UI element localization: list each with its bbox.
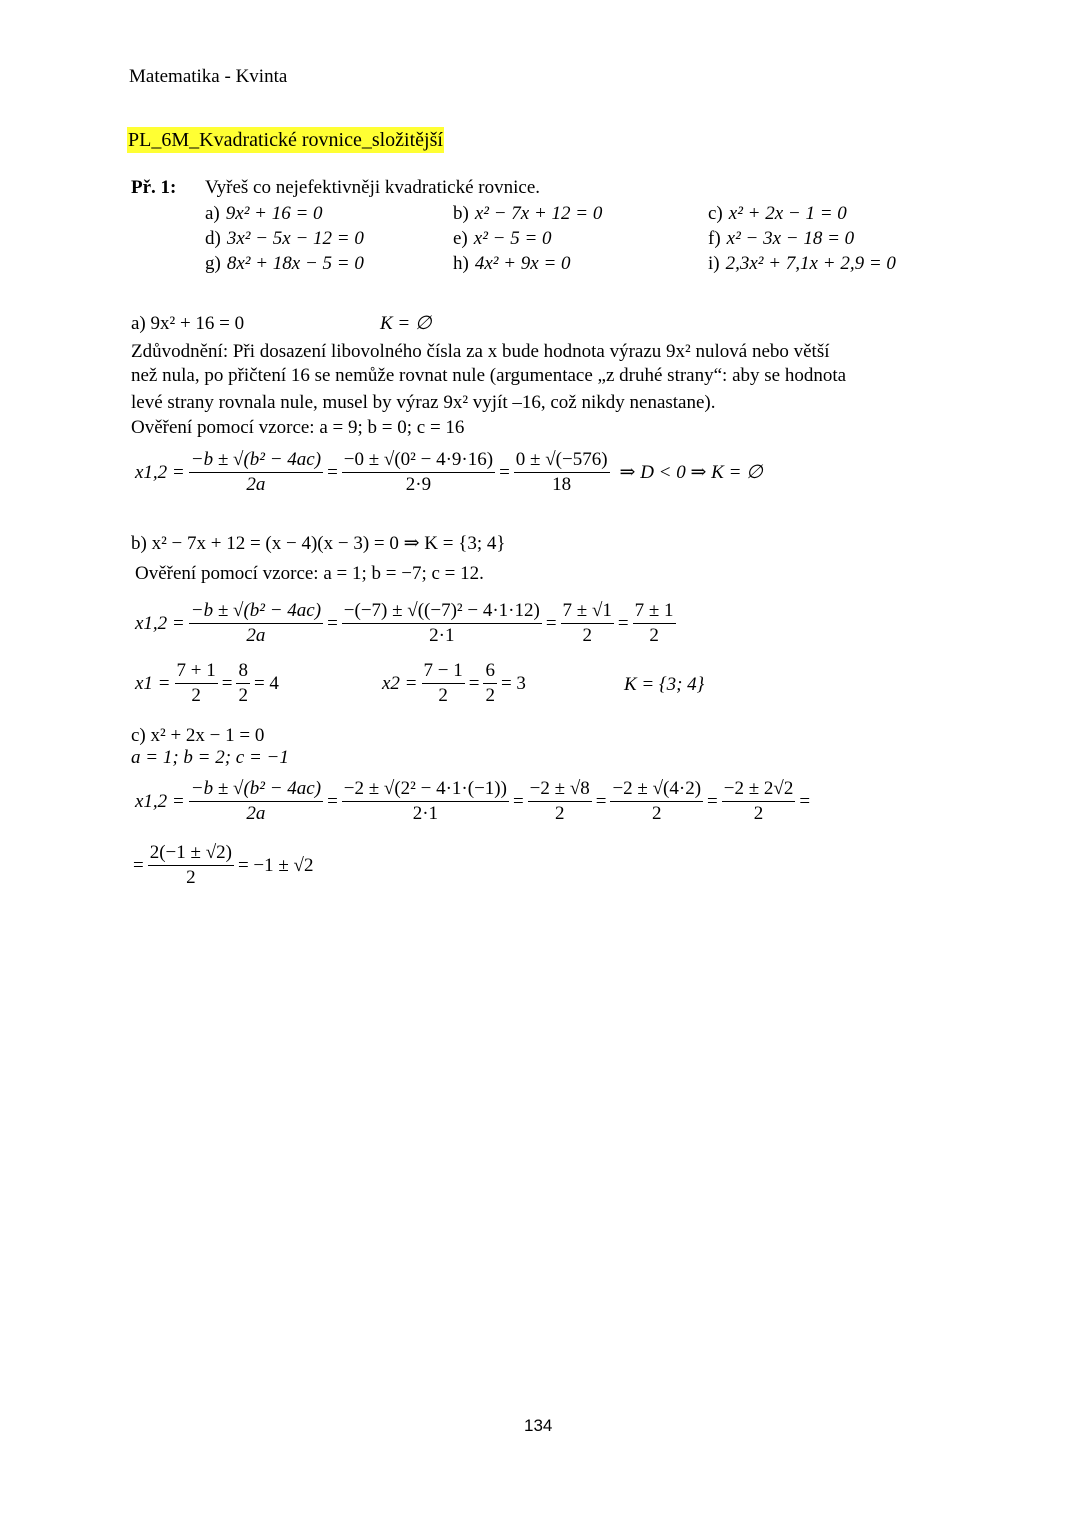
task-item [708,228,928,250]
task-id: d) [205,228,221,249]
fraction-numerator: 6 [483,660,497,684]
fraction-denominator: 2 [191,685,201,706]
fraction-denominator: 2 [649,625,659,646]
fraction [148,842,234,889]
fraction [722,778,796,825]
equals-sign: = [799,790,811,812]
formula-lhs: x1,2 = [135,790,185,812]
justification-line-1: Zdůvodnění: Při dosazení libovolného čísla za x bude hodnota výrazu 9x² nulová nebo větší [131,341,830,362]
root-result: = 3 [500,672,526,694]
task-id: f) [708,228,721,249]
fraction [342,778,509,825]
fraction-numerator: −b ± √(b² − 4ac) [189,449,323,473]
task-item [708,253,928,275]
solution-c-coefficients: a = 1; b = 2; c = −1 [131,747,289,768]
task-grid [205,203,928,275]
fraction-denominator: 2a [246,474,266,495]
justification-line-3: levé strany rovnala nule, musel by výraz 9x² vyjít –16, což nikdy nenastane). [131,392,716,413]
fraction [342,600,542,647]
fraction-numerator: −b ± √(b² − 4ac) [189,600,323,624]
equals-sign: = [617,612,629,634]
task-equation: x² − 3x − 18 = 0 [726,228,855,249]
root-x2 [380,660,528,707]
equals-sign: = [133,854,144,876]
fraction [483,660,497,707]
fraction-numerator: −b ± √(b² − 4ac) [189,778,323,802]
fraction-denominator: 2·1 [429,625,455,646]
page-number: 134 [524,1416,553,1435]
fraction [189,778,323,825]
task-item [453,253,708,275]
task-equation: 4x² + 9x = 0 [474,253,571,274]
task-item [453,203,708,225]
fraction-denominator: 2 [554,803,565,824]
equals-sign: = [512,790,524,812]
task-item [205,203,453,225]
fraction [528,778,592,825]
task-equation: 2,3x² + 7,1x + 2,9 = 0 [725,253,896,274]
task-equation: x² + 2x − 1 = 0 [728,203,847,224]
fraction-numerator: −2 ± √(4·2) [610,778,703,802]
page-header: Matematika - Kvinta [129,66,288,87]
formula-c [133,778,812,825]
task-id: e) [453,228,468,249]
fraction [236,660,250,707]
task-id: c) [708,203,723,224]
fraction [561,600,614,647]
fraction-denominator: 2 [186,867,196,888]
fraction-numerator: −(−7) ± √((−7)² − 4·1·12) [342,600,542,624]
fraction-numerator: 8 [236,660,250,684]
solution-b-equation: b) x² − 7x + 12 = (x − 4)(x − 3) = 0 ⇒ K = {3; 4} [131,533,506,554]
solution-b-result: K = {3; 4} [624,674,705,695]
task-item [205,253,453,275]
fraction [175,660,218,707]
fraction-denominator: 2 [753,803,764,824]
task-id: i) [708,253,720,274]
task-id: a) [205,203,220,224]
exercise-label: Př. 1: [131,177,177,198]
fraction-denominator: 2a [246,625,266,646]
formula-result: = −1 ± √2 [237,854,314,876]
fraction-numerator: −2 ± √8 [528,778,592,802]
check-label-a: Ověření pomocí vzorce: a = 9; b = 0; c = 16 [131,417,465,438]
solution-a-result: K = ∅ [380,313,432,334]
equals-sign: = [545,612,557,634]
fraction-denominator: 18 [552,474,572,495]
task-id: g) [205,253,221,274]
fraction-denominator: 2a [246,803,266,824]
root-lhs: x2 = [382,672,418,694]
fraction-numerator: −2 ± 2√2 [722,778,796,802]
fraction [189,600,323,647]
exercise-instruction: Vyřeš co nejefektivněji kvadratické rovnice. [205,177,540,198]
task-id: b) [453,203,469,224]
equals-sign: = [595,790,607,812]
fraction-numerator: 7 + 1 [175,660,218,684]
fraction-denominator: 2 [238,685,248,706]
equals-sign: = [327,461,338,483]
fraction-numerator: 7 ± 1 [633,600,676,624]
fraction-numerator: 0 ± √(−576) [514,449,610,473]
formula-lhs: x1,2 = [135,612,185,634]
task-item [205,228,453,250]
fraction-denominator: 2 [582,625,592,646]
fraction [422,660,465,707]
fraction-denominator: 2 [438,685,448,706]
equals-sign: = [468,672,480,694]
fraction [633,600,676,647]
task-equation: 8x² + 18x − 5 = 0 [226,253,364,274]
fraction-numerator: −2 ± √(2² − 4·1·(−1)) [342,778,509,802]
fraction [189,449,323,496]
formula-c-continuation [131,842,316,889]
task-id: h) [453,253,469,274]
fraction-numerator: 2(−1 ± √2) [148,842,234,866]
fraction [610,778,703,825]
solution-c-equation: c) x² + 2x − 1 = 0 [131,725,265,746]
root-x1 [133,660,281,707]
worksheet-title-text: PL_6M_Kvadratické rovnice_složitější [128,129,443,151]
fraction-denominator: 2 [485,685,495,706]
equals-sign: = [499,461,510,483]
fraction-denominator: 2 [652,803,662,824]
equals-sign: = [707,790,718,812]
formula-b [133,600,678,647]
check-label-b: Ověření pomocí vzorce: a = 1; b = −7; c = 12. [135,563,484,584]
fraction [342,449,495,496]
equals-sign: = [221,672,233,694]
task-equation: x² − 7x + 12 = 0 [474,203,603,224]
task-equation: 9x² + 16 = 0 [225,203,323,224]
fraction-numerator: −0 ± √(0² − 4·9·16) [342,449,495,473]
solution-a-equation: a) 9x² + 16 = 0 [131,313,245,334]
task-item [453,228,708,250]
fraction-numerator: 7 ± √1 [561,600,614,624]
root-result: = 4 [253,672,279,694]
equals-sign: = [327,612,338,634]
task-equation: x² − 5 = 0 [473,228,552,249]
formula-lhs: x1,2 = [135,461,185,483]
task-equation: 3x² − 5x − 12 = 0 [226,228,364,249]
formula-a [133,449,765,496]
justification-line-2: než nula, po přičtení 16 se nemůže rovnat nule (argumentace „z druhé strany“: aby se hodnota [131,365,847,386]
equals-sign: = [327,790,338,812]
fraction-denominator: 2·9 [405,474,432,495]
fraction-denominator: 2·1 [412,803,439,824]
fraction [514,449,610,496]
worksheet-title [127,129,444,152]
formula-tail: ⇒ D < 0 ⇒ K = ∅ [619,462,763,483]
fraction-numerator: 7 − 1 [422,660,465,684]
task-item [708,203,928,225]
root-lhs: x1 = [135,672,171,694]
